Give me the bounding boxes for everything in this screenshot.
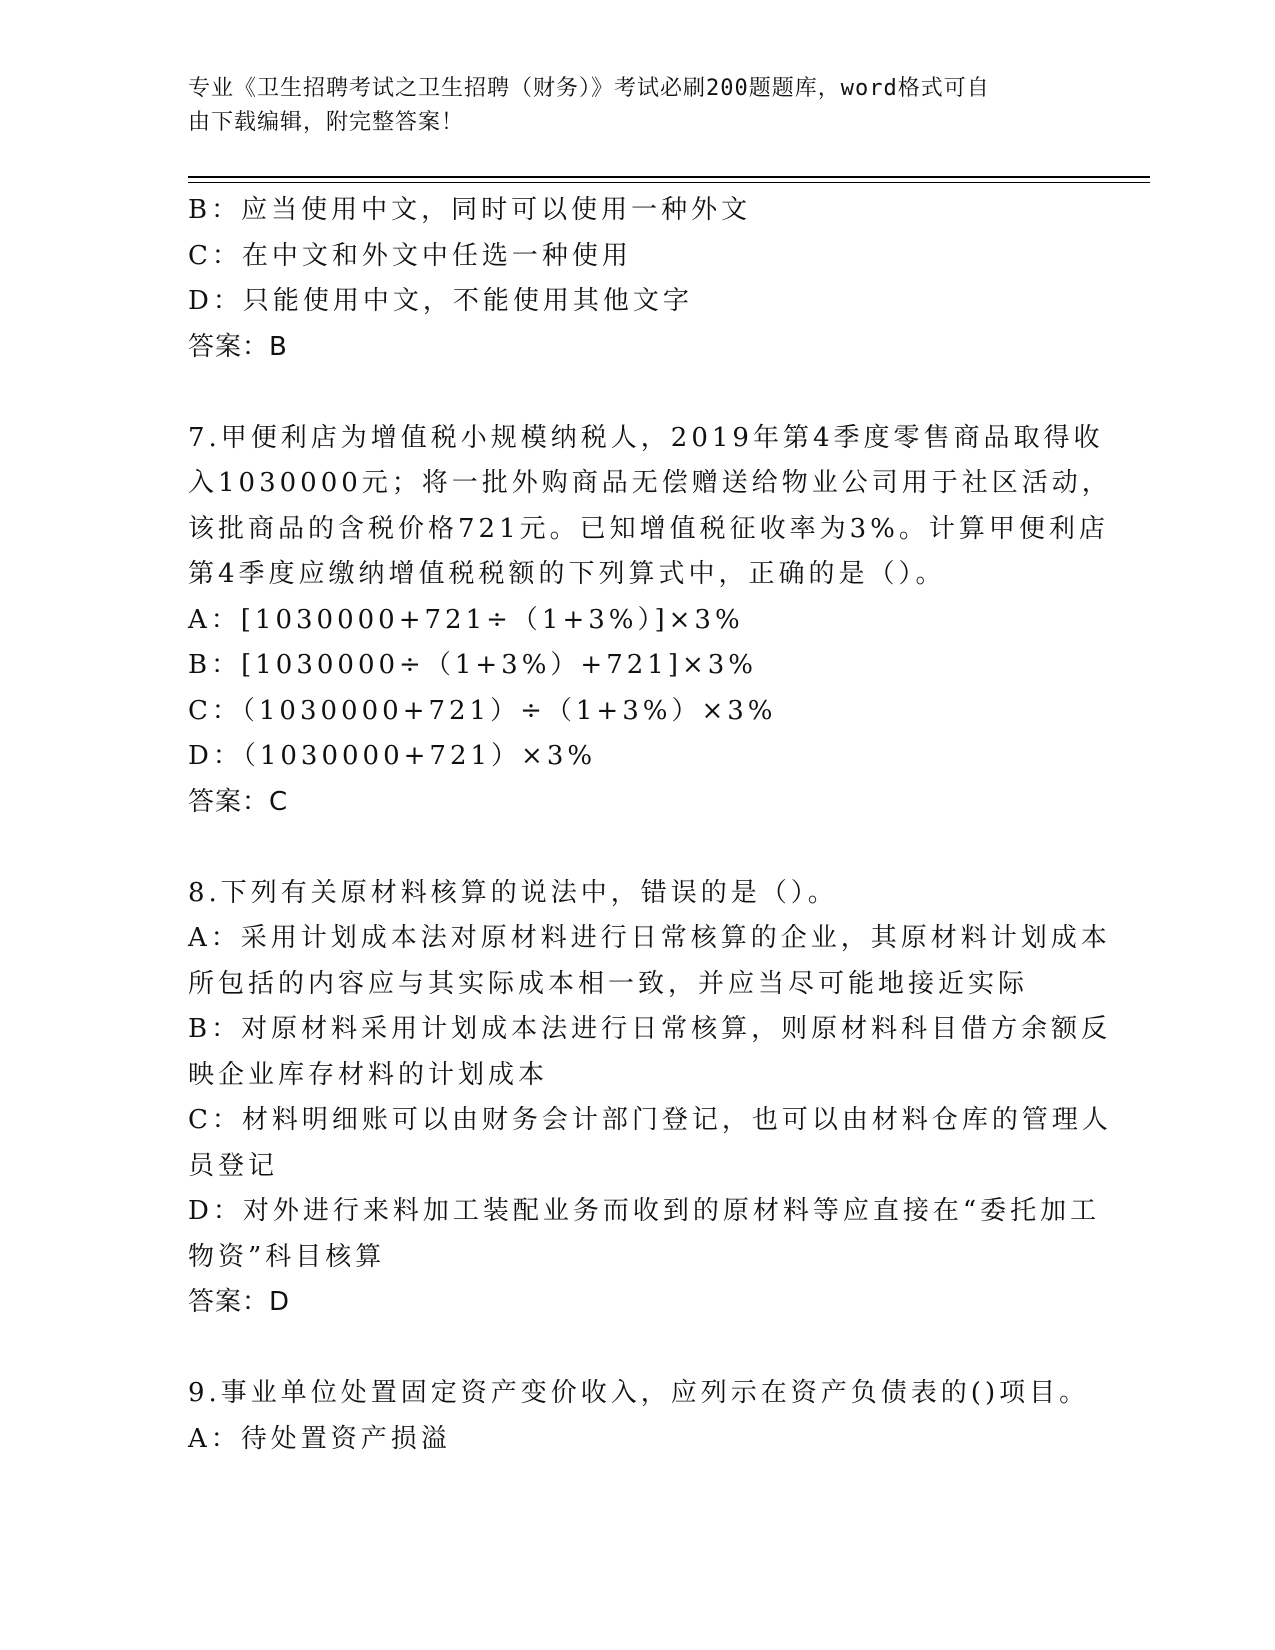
option-b: B：[1030000÷（1+3%）+721]×3%	[188, 650, 757, 680]
header-line-1: 专业《卫生招聘考试之卫生招聘（财务）》考试必刷200题题库，word格式可自	[188, 76, 990, 101]
answer-label: 答案：D	[188, 1287, 291, 1317]
answer-label: 答案：B	[188, 331, 288, 362]
option-a-line-2: 所包括的内容应与其实际成本相一致，并应当尽可能地接近实际	[188, 968, 1029, 999]
question-stem-line: 7.甲便利店为增值税小规模纳税人，2019年第4季度零售商品取得收	[188, 422, 1104, 453]
option-a: A：待处置资产损溢	[188, 1423, 451, 1454]
header-divider-thick	[188, 176, 1150, 178]
option-b: B：应当使用中文，同时可以使用一种外文	[188, 195, 752, 225]
question-9	[188, 1371, 1088, 1462]
answer-label: 答案：C	[188, 786, 289, 817]
option-b-line-2: 映企业库存材料的计划成本	[188, 1059, 549, 1090]
question-8	[188, 871, 1112, 1326]
header-line-2: 由下载编辑，附完整答案！	[188, 110, 465, 135]
option-d: D：（1030000+721）×3%	[188, 741, 597, 771]
option-d: D：只能使用中文，不能使用其他文字	[188, 286, 693, 316]
option-c: C：在中文和外文中任选一种使用	[188, 240, 632, 271]
spacer	[188, 825, 1088, 871]
question-stem: 9.事业单位处置固定资产变价收入，应列示在资产负债表的()项目。	[188, 1378, 1090, 1408]
question-7	[188, 416, 1112, 826]
spacer	[188, 1326, 1088, 1372]
header-divider-thin	[188, 182, 1150, 183]
question-stem-line: 该批商品的含税价格721元。已知增值税征收率为3%。计算甲便利店	[188, 513, 1109, 544]
option-c-line-2: 员登记	[188, 1150, 279, 1181]
document-header	[188, 72, 1068, 140]
option-b-line-1: B：对原材料采用计划成本法进行日常核算，则原材料科目借方余额反	[188, 1014, 1112, 1044]
option-a: A：[1030000+721÷（1+3%）]×3%	[188, 604, 744, 635]
option-c-line-1: C：材料明细账可以由财务会计部门登记，也可以由材料仓库的管理人	[188, 1105, 1112, 1135]
spacer	[188, 370, 1088, 416]
question-stem-line: 第4季度应缴纳增值税税额的下列算式中，正确的是（）。	[188, 559, 946, 589]
option-c: C：（1030000+721）÷（1+3%）×3%	[188, 695, 777, 726]
prev-question	[188, 188, 1088, 370]
question-stem-line: 入1030000元；将一批外购商品无偿赠送给物业公司用于社区活动，	[188, 468, 1112, 498]
option-d-line-1: D：对外进行来料加工装配业务而收到的原材料等应直接在“委托加工	[188, 1196, 1101, 1226]
question-list	[188, 188, 1112, 1462]
option-d-line-2: 物资”科目核算	[188, 1241, 386, 1272]
option-a-line-1: A：采用计划成本法对原材料进行日常核算的企业，其原材料计划成本	[188, 923, 1111, 953]
question-stem: 8.下列有关原材料核算的说法中，错误的是（）。	[188, 877, 838, 908]
